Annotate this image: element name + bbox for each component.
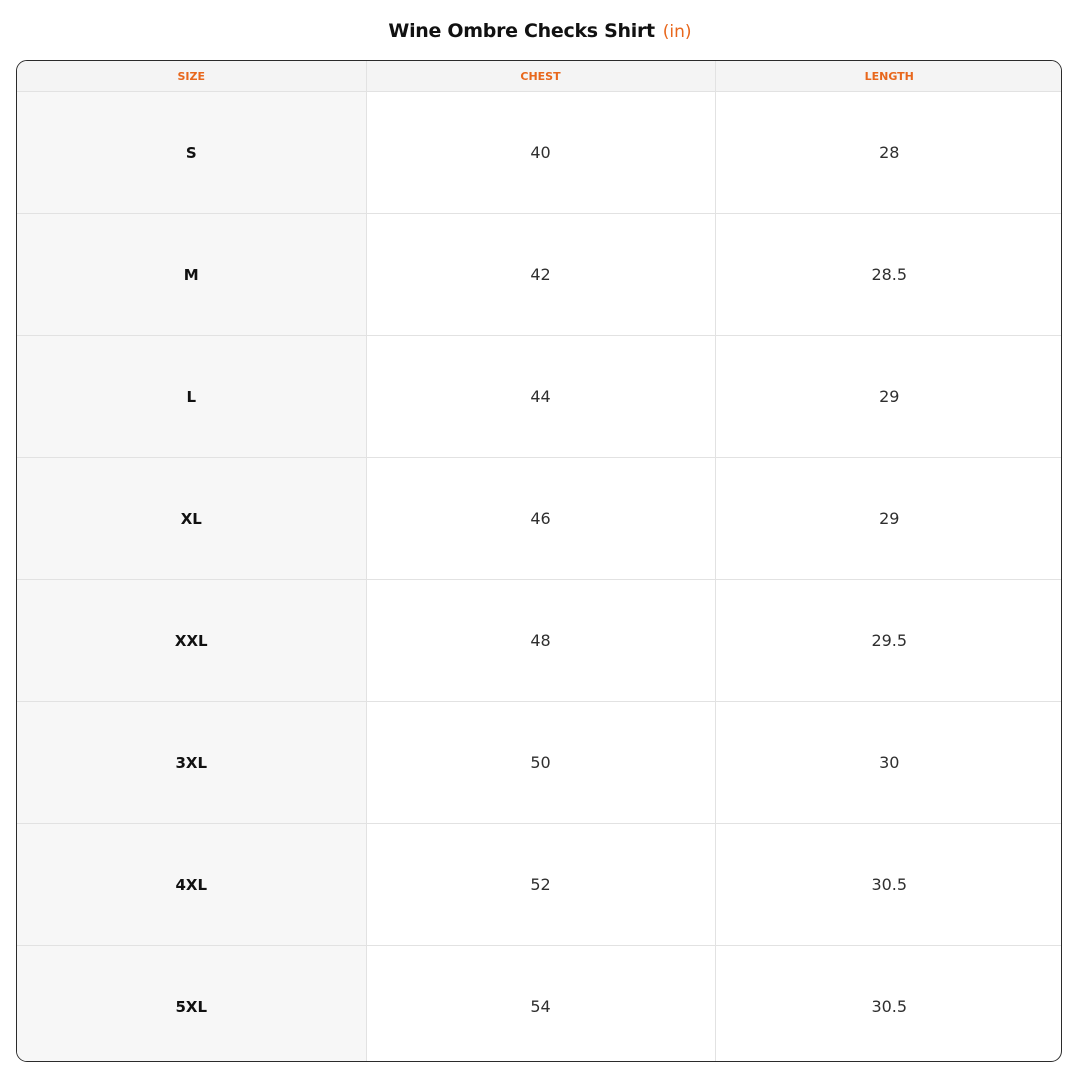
chest-cell: 52 <box>366 824 715 946</box>
chest-cell: 46 <box>366 458 715 580</box>
chest-cell: 40 <box>366 92 715 214</box>
length-cell: 28 <box>715 92 1062 214</box>
header-size: SIZE <box>17 61 366 92</box>
length-cell: 29.5 <box>715 580 1062 702</box>
size-cell: M <box>17 214 366 336</box>
length-cell: 28.5 <box>715 214 1062 336</box>
page-title: Wine Ombre Checks Shirt <box>388 20 655 42</box>
table-row <box>17 824 1062 946</box>
chest-cell: 42 <box>366 214 715 336</box>
table-row <box>17 946 1062 1063</box>
table-row <box>17 92 1062 214</box>
size-cell: XXL <box>17 580 366 702</box>
length-cell: 29 <box>715 336 1062 458</box>
unit-label: (in) <box>662 22 692 42</box>
table-row <box>17 702 1062 824</box>
table-row <box>17 458 1062 580</box>
size-table-container <box>16 60 1062 1062</box>
size-cell: 5XL <box>17 946 366 1063</box>
chest-cell: 54 <box>366 946 715 1063</box>
table-header-row <box>17 61 1062 92</box>
length-cell: 30.5 <box>871 997 908 1016</box>
table-row <box>17 336 1062 458</box>
title-row <box>0 18 1080 45</box>
table-row <box>17 580 1062 702</box>
chest-cell: 48 <box>366 580 715 702</box>
size-cell: 4XL <box>17 824 366 946</box>
size-cell: 3XL <box>17 702 366 824</box>
chest-cell: 50 <box>366 702 715 824</box>
length-cell: 29 <box>715 458 1062 580</box>
length-cell: 30 <box>715 702 1062 824</box>
header-length: LENGTH <box>715 61 1062 92</box>
size-cell: L <box>17 336 366 458</box>
header-chest: CHEST <box>366 61 715 92</box>
size-cell: XL <box>17 458 366 580</box>
size-cell: S <box>17 92 366 214</box>
chest-cell: 44 <box>366 336 715 458</box>
length-cell: 30.5 <box>715 824 1062 946</box>
table-row <box>17 214 1062 336</box>
size-table <box>17 61 1062 1062</box>
